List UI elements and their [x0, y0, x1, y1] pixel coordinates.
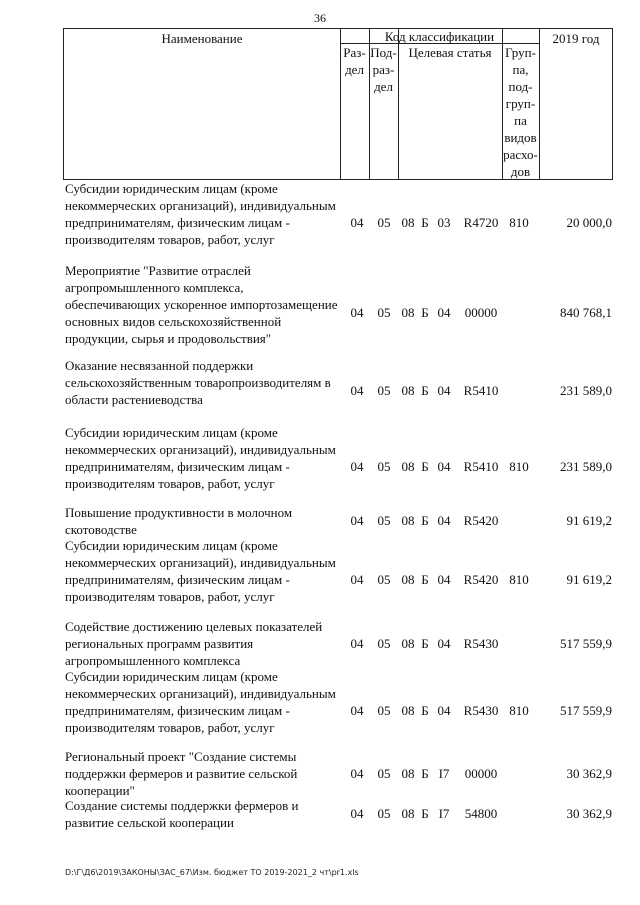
- row-code-cs3: 04: [437, 383, 451, 398]
- row-code-rz: 04: [350, 459, 364, 474]
- row-code-pr: 05: [377, 806, 391, 821]
- header-name: Наименование: [161, 31, 243, 46]
- row-name: Субсидии юридическим лицам (кроме некоммерческих организаций), индивидуальным предпринимателям, физическим лицам - производителям товаров, работ, услуг: [65, 669, 336, 735]
- row-code-pr: 05: [377, 636, 391, 651]
- row-code-rz: 04: [350, 305, 364, 320]
- row-code-cs1: 08: [401, 806, 415, 821]
- header-target: Целевая статья: [408, 45, 492, 60]
- row-code-cs3: 04: [437, 703, 451, 718]
- row-code-rz: 04: [350, 513, 364, 528]
- row-name: Региональный проект "Создание системы поддержки фермеров и развитие сельской кооперации": [65, 749, 298, 798]
- row-code-cs4: 00000: [464, 766, 498, 781]
- header-code-group: Код классификации: [384, 29, 495, 44]
- row-code-cs1: 08: [401, 572, 415, 587]
- row-code-cs3: I7: [438, 766, 450, 781]
- row-code-cs4: R5410: [463, 383, 499, 398]
- row-code-cs2: Б: [421, 703, 429, 718]
- row-sum: 231 589,0: [560, 459, 612, 474]
- row-code-pr: 05: [377, 572, 391, 587]
- row-code-cs1: 08: [401, 459, 415, 474]
- row-code-vr: 810: [509, 215, 529, 230]
- row-name: Субсидии юридическим лицам (кроме некоммерческих организаций), индивидуальным предпринимателям, физическим лицам - производителям товаров, работ, услуг: [65, 181, 336, 247]
- row-sum: 91 619,2: [566, 513, 612, 528]
- row-code-rz: 04: [350, 766, 364, 781]
- row-sum: 517 559,9: [560, 703, 612, 718]
- row-code-cs1: 08: [401, 703, 415, 718]
- row-code-vr: 810: [509, 572, 529, 587]
- row-code-cs2: Б: [421, 305, 429, 320]
- header-exp-group: Груп- па, под- груп- па видов расхо- дов: [503, 45, 538, 179]
- row-code-cs1: 08: [401, 766, 415, 781]
- row-code-cs3: 04: [437, 572, 451, 587]
- row-name: Оказание несвязанной поддержки сельскохозяйственным товаропроизводителям в области растениеводства: [65, 358, 331, 407]
- row-code-cs4: 54800: [464, 806, 498, 821]
- row-code-cs4: R5420: [463, 572, 499, 587]
- row-name: Мероприятие "Развитие отраслей агропромышленного комплекса, обеспечивающих ускоренное импортозамещение основных видов сельскохозяйственной продукции, сырья и продовольствия": [65, 263, 338, 346]
- row-sum: 20 000,0: [566, 215, 612, 230]
- row-code-cs1: 08: [401, 215, 415, 230]
- row-code-cs3: 03: [437, 215, 451, 230]
- row-code-cs4: R5430: [463, 636, 499, 651]
- row-code-pr: 05: [377, 766, 391, 781]
- row-sum: 840 768,1: [560, 305, 612, 320]
- row-name: Субсидии юридическим лицам (кроме некоммерческих организаций), индивидуальным предпринимателям, физическим лицам - производителям товаров, работ, услуг: [65, 538, 336, 604]
- row-code-cs4: R5410: [463, 459, 499, 474]
- row-code-cs2: Б: [421, 459, 429, 474]
- row-code-cs2: Б: [421, 806, 429, 821]
- row-code-rz: 04: [350, 572, 364, 587]
- header-subsection: Под- раз- дел: [370, 45, 397, 94]
- row-name: Содействие достижению целевых показателей региональных программ развития агропромышленного комплекса: [65, 619, 323, 668]
- row-code-cs3: 04: [437, 305, 451, 320]
- row-code-pr: 05: [377, 215, 391, 230]
- row-name: Повышение продуктивности в молочном скотоводстве: [65, 505, 293, 537]
- row-code-cs2: Б: [421, 513, 429, 528]
- row-code-cs4: 00000: [464, 305, 498, 320]
- row-code-pr: 05: [377, 703, 391, 718]
- row-code-cs4: R4720: [463, 215, 499, 230]
- row-code-rz: 04: [350, 383, 364, 398]
- row-code-cs1: 08: [401, 636, 415, 651]
- row-code-vr: 810: [509, 459, 529, 474]
- row-sum: 91 619,2: [566, 572, 612, 587]
- row-code-pr: 05: [377, 513, 391, 528]
- row-sum: 30 362,9: [566, 806, 612, 821]
- row-name: Создание системы поддержки фермеров и развитие сельской кооперации: [65, 798, 299, 830]
- file-path: D:\Г\Д6\2019\ЗАКОНЫ\ЗАС_67\Изм. бюджет ТО 2019-2021_2 чт\pr1.xls: [65, 868, 359, 877]
- row-code-cs1: 08: [401, 305, 415, 320]
- row-code-cs1: 08: [401, 513, 415, 528]
- row-code-cs2: Б: [421, 572, 429, 587]
- row-sum: 30 362,9: [566, 766, 612, 781]
- row-code-cs2: Б: [421, 766, 429, 781]
- row-code-cs2: Б: [421, 383, 429, 398]
- row-code-pr: 05: [377, 459, 391, 474]
- row-name: Субсидии юридическим лицам (кроме некоммерческих организаций), индивидуальным предпринимателям, физическим лицам - производителям товаров, работ, услуг: [65, 425, 336, 491]
- row-code-cs4: R5420: [463, 513, 499, 528]
- row-code-rz: 04: [350, 215, 364, 230]
- row-sum: 231 589,0: [560, 383, 612, 398]
- row-code-cs1: 08: [401, 383, 415, 398]
- row-code-cs3: 04: [437, 636, 451, 651]
- row-code-cs4: R5430: [463, 703, 499, 718]
- row-code-vr: 810: [509, 703, 529, 718]
- table-header: [63, 28, 613, 180]
- row-code-cs3: 04: [437, 459, 451, 474]
- row-code-rz: 04: [350, 636, 364, 651]
- row-code-pr: 05: [377, 383, 391, 398]
- row-code-cs3: 04: [437, 513, 451, 528]
- row-code-rz: 04: [350, 806, 364, 821]
- row-code-pr: 05: [377, 305, 391, 320]
- row-code-cs3: I7: [438, 806, 450, 821]
- page-number: 36: [314, 11, 326, 25]
- row-code-cs2: Б: [421, 215, 429, 230]
- row-code-rz: 04: [350, 703, 364, 718]
- header-section: Раз- дел: [343, 45, 366, 77]
- header-year: 2019 год: [552, 31, 600, 46]
- row-code-cs2: Б: [421, 636, 429, 651]
- row-sum: 517 559,9: [560, 636, 612, 651]
